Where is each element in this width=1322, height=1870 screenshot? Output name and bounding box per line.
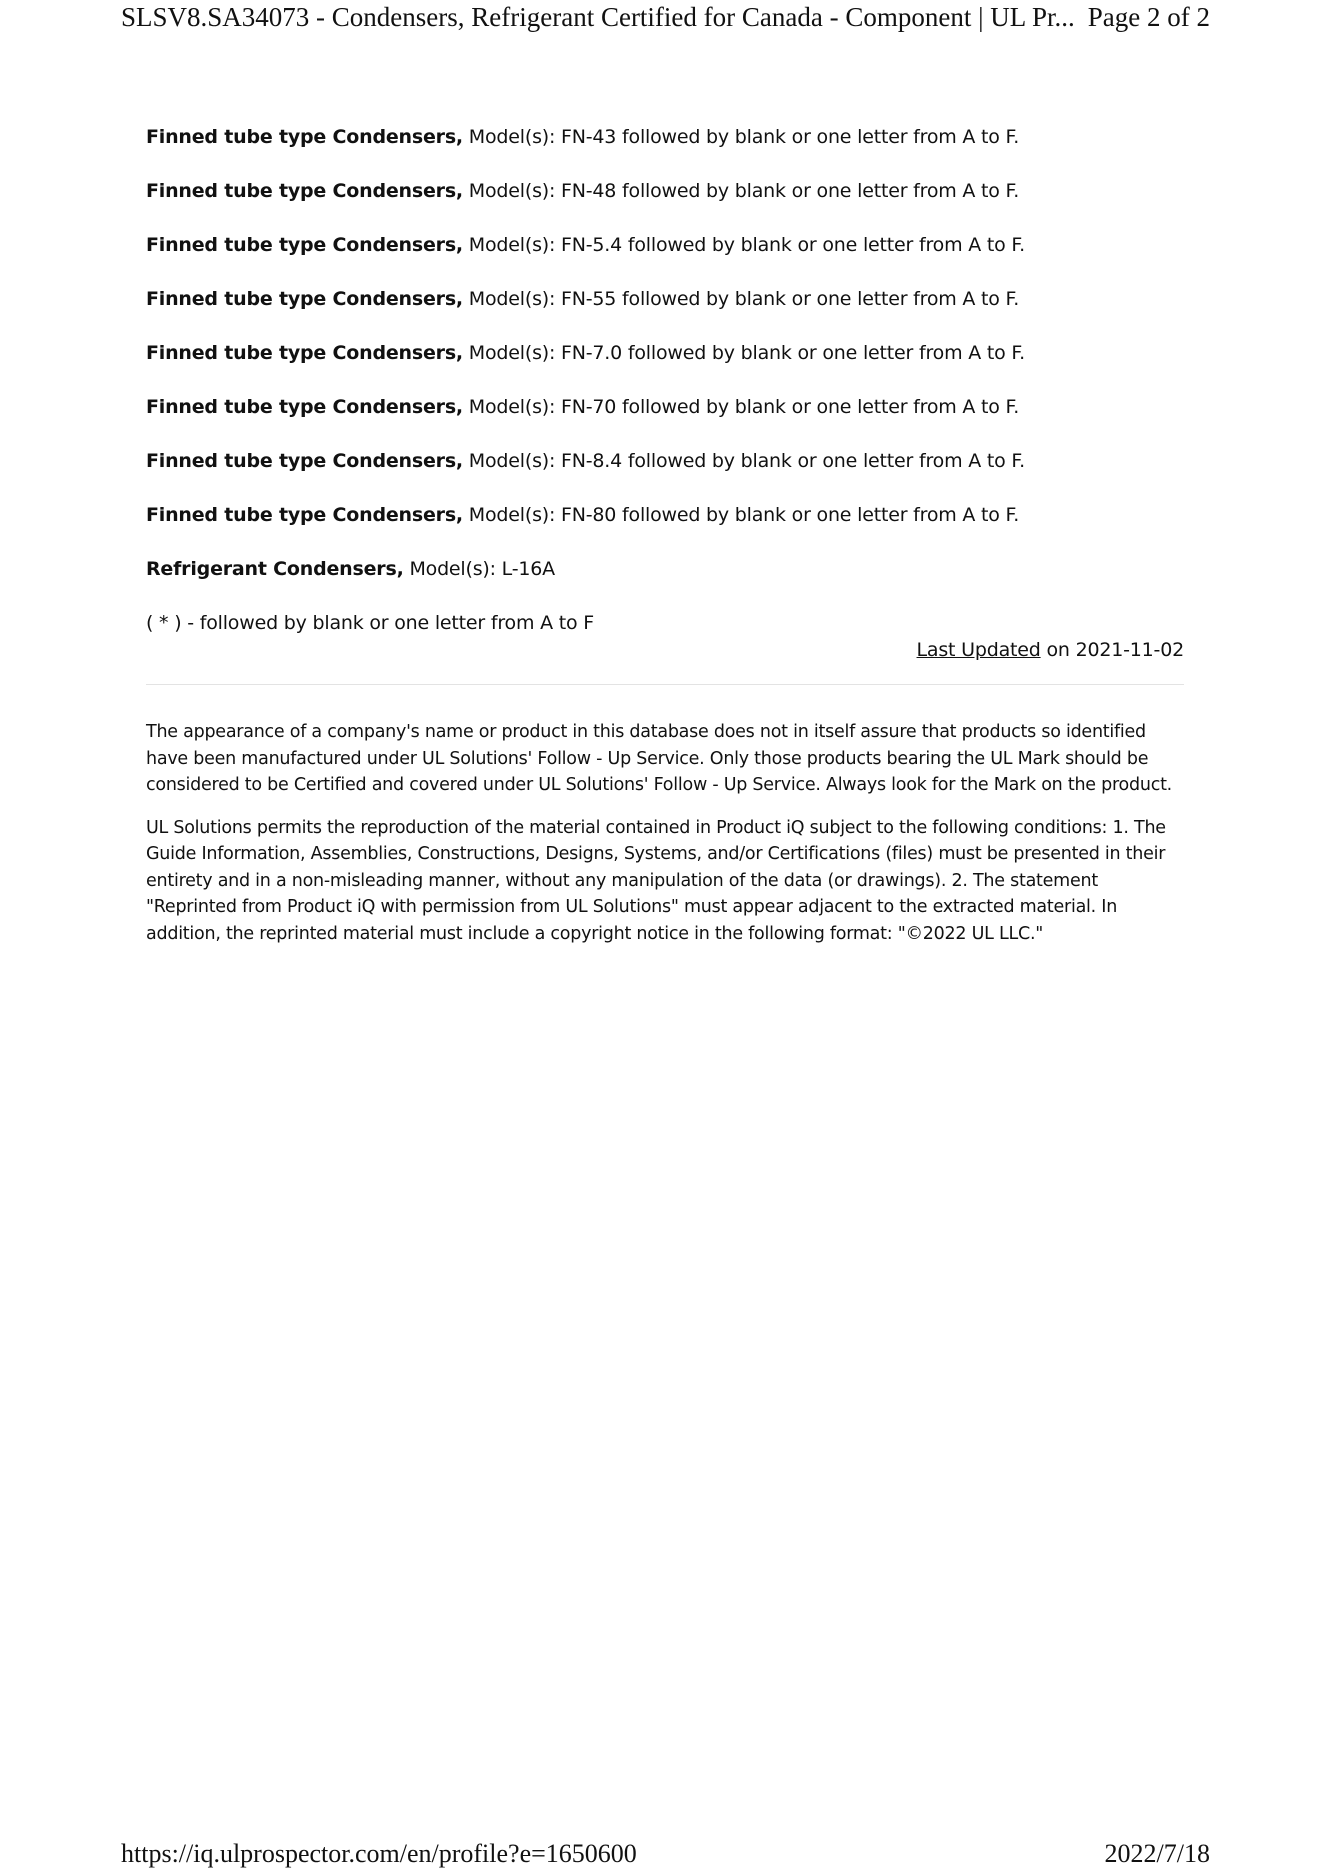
model-list — [146, 120, 1184, 606]
last-updated — [146, 636, 1184, 684]
model-entry-text: Model(s): FN-70 followed by blank or one letter from A to F. — [462, 396, 1020, 418]
model-entry — [146, 336, 1184, 390]
document-title: SLSV8.SA34073 - Condensers, Refrigerant Certified for Canada - Component | UL Pr... — [121, 2, 1075, 32]
certification-content — [146, 120, 1184, 963]
model-entry-text: Model(s): FN-7.0 followed by blank or one letter from A to F. — [462, 342, 1025, 364]
model-entry-text: Model(s): L-16A — [403, 558, 555, 580]
model-entry — [146, 282, 1184, 336]
print-footer — [121, 1837, 1210, 1870]
reproduction-notice-paragraph: UL Solutions permits the reproduction of the material contained in Product iQ subject to the following conditions: 1. The Guide Information, Assemblies, Constructions, Designs, Systems, and/or Certifications (files) must be presented in their entirety and in a non-misleading manner, without any manipulation of the data (or drawings). 2. The statement "Reprinted from Product iQ with permission from UL Solutions" must appear adjacent to the extracted material. In addition, the reprinted material must include a copyright notice in the following format: "©2022 UL LLC." — [146, 817, 1166, 944]
model-entry-label: Finned tube type Condensers, — [146, 126, 463, 148]
model-entry-text: Model(s): FN-43 followed by blank or one letter from A to F. — [462, 126, 1020, 148]
model-entry-label: Finned tube type Condensers, — [146, 288, 463, 310]
model-entry-label: Finned tube type Condensers, — [146, 450, 463, 472]
model-entry — [146, 498, 1184, 552]
model-entry-label: Finned tube type Condensers, — [146, 342, 463, 364]
model-entry-text: Model(s): FN-48 followed by blank or one letter from A to F. — [462, 180, 1020, 202]
model-entry — [146, 174, 1184, 228]
model-entry-label: Refrigerant Condensers, — [146, 558, 404, 580]
model-entry-text: Model(s): FN-55 followed by blank or one letter from A to F. — [462, 288, 1020, 310]
model-entry-label: Finned tube type Condensers, — [146, 396, 463, 418]
model-entry — [146, 228, 1184, 282]
model-entry — [146, 120, 1184, 174]
print-date: 2022/7/18 — [1104, 1839, 1210, 1868]
last-updated-date: on 2021-11-02 — [1040, 639, 1184, 661]
disclaimer-paragraph: The appearance of a company's name or product in this database does not in itself assure that products so identified have been manufactured under UL Solutions' Follow - Up Service. Only those products bearing the UL Mark should be considered to be Certified and covered under UL Solutions' Follow - Up Service. Always look for the Mark on the product. — [146, 722, 1172, 795]
section-divider — [146, 684, 1184, 685]
model-entry-label: Finned tube type Condensers, — [146, 504, 463, 526]
model-entry-text: Model(s): FN-5.4 followed by blank or one letter from A to F. — [462, 234, 1025, 256]
model-entry — [146, 444, 1184, 498]
model-entry — [146, 552, 1184, 606]
page-url: https://iq.ulprospector.com/en/profile?e=1650600 — [121, 1839, 637, 1868]
footnote: ( * ) - followed by blank or one letter from A to F — [146, 612, 594, 634]
last-updated-link[interactable]: Last Updated — [916, 639, 1041, 661]
model-entry — [146, 390, 1184, 444]
model-entry-text: Model(s): FN-80 followed by blank or one letter from A to F. — [462, 504, 1020, 526]
print-header — [121, 0, 1210, 34]
page-number: Page 2 of 2 — [1087, 2, 1210, 32]
model-entry-label: Finned tube type Condensers, — [146, 234, 463, 256]
model-entry-label: Finned tube type Condensers, — [146, 180, 463, 202]
model-entry-text: Model(s): FN-8.4 followed by blank or one letter from A to F. — [462, 450, 1025, 472]
